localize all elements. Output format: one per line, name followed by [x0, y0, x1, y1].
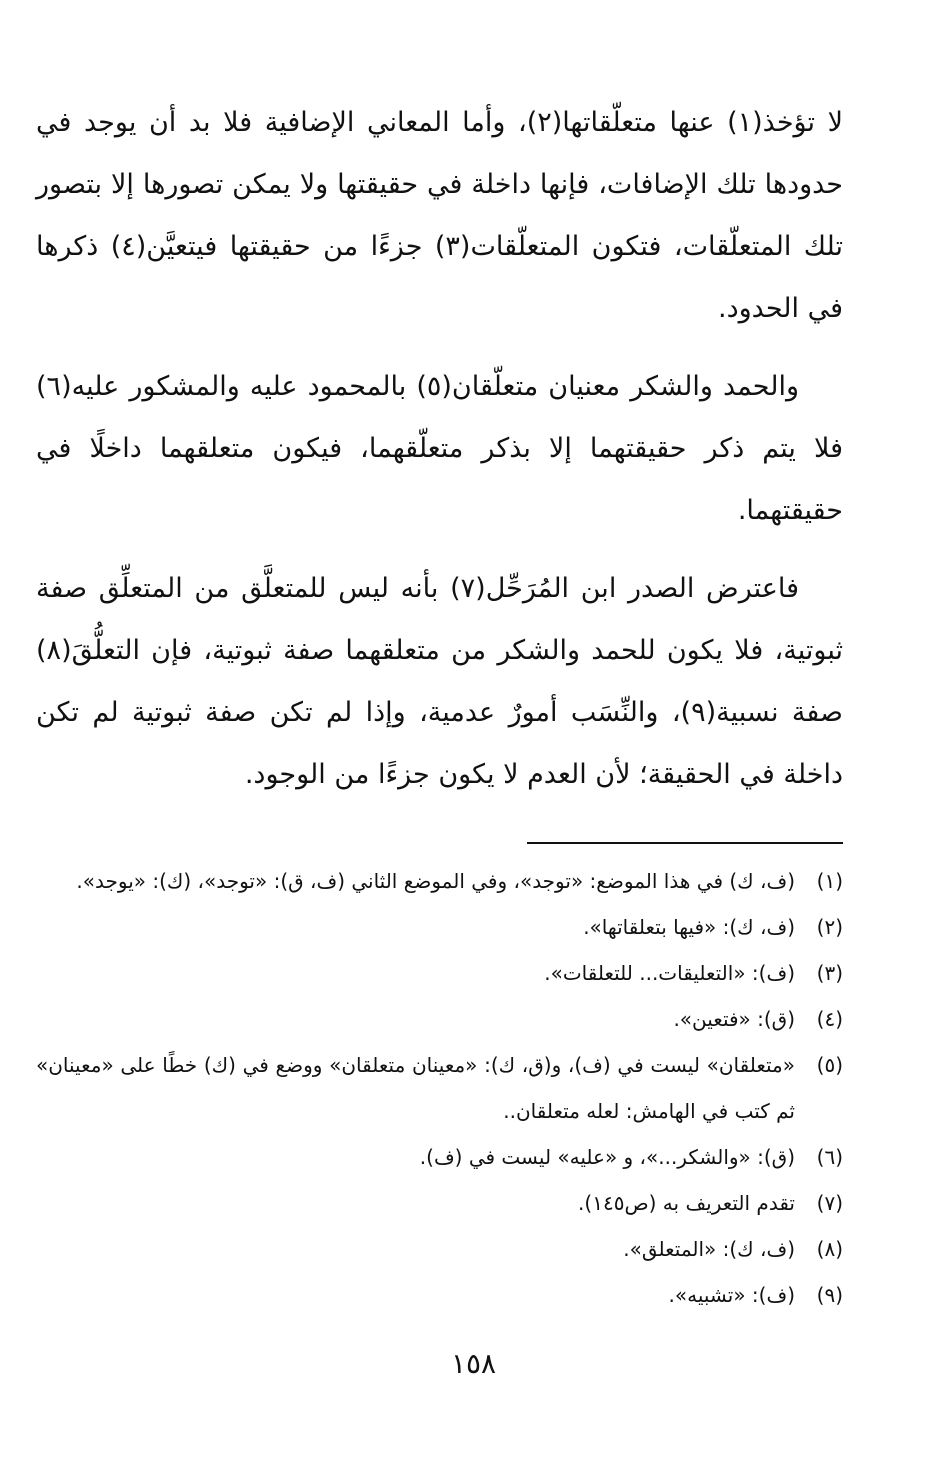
page-number: ١٥٨ [450, 1347, 497, 1380]
footnote-text: تقدم التعريف به (ص١٤٥). [578, 1191, 795, 1215]
footnote-9 [36, 1272, 843, 1318]
footnote-number: (٣) [816, 961, 843, 985]
footnote-text: (ف، ك): «فيها بتعلقاتها». [583, 915, 795, 939]
paragraph-2: والحمد والشكر معنيان متعلّقان(٥) بالمحمود عليه والمشكور عليه(٦) فلا يتم ذكر حقيقتهما إلا بذكر متعلّقهما، فيكون متعلقهما داخلًا في حقيقتهما. [36, 371, 843, 526]
footnote-2 [36, 904, 843, 950]
footnote-4 [36, 996, 843, 1042]
footnote-7 [36, 1180, 843, 1226]
footnote-number: (٢) [816, 915, 843, 939]
footnote-number: (٩) [816, 1283, 843, 1307]
footnote-number: (١) [816, 869, 843, 893]
footnote-text: (ف، ك): «المتعلق». [623, 1237, 795, 1261]
footnote-text: (ق): «فتعين». [673, 1007, 795, 1031]
footnote-text: (ق): «والشكر...»، و «عليه» ليست في (ف). [419, 1145, 795, 1169]
footnote-text: (ف): «تشبيه». [668, 1283, 795, 1307]
footnote-6 [36, 1134, 843, 1180]
footnote-number: (٤) [816, 1007, 843, 1031]
footnote-number: (٥) [816, 1053, 843, 1077]
page-content [36, 92, 843, 1429]
footnote-text: (ف): «التعليقات... للتعلقات». [544, 961, 795, 985]
footnote-text: «متعلقان» ليست في (ف)، و(ق، ك): «معينان متعلقان» ووضع في (ك) خطًا على «معينان» ثم كتب في الهامش: لعله متعلقان.. [36, 1053, 795, 1123]
footnote-divider [527, 842, 843, 844]
footnotes-list [36, 858, 843, 1318]
footnote-text: (ف، ك) في هذا الموضع: «توجد»، وفي الموضع الثاني (ف، ق): «توجد»، (ك): «يوجد». [76, 869, 795, 893]
paragraph-3: فاعترض الصدر ابن المُرَحِّل(٧) بأنه ليس للمتعلَّق من المتعلِّق صفة ثبوتية، فلا يكون للحمد والشكر من متعلقهما صفة ثبوتية، فإن التعلُّقَ(٨) صفة نسبية(٩)، والنِّسَب أمورٌ عدمية، وإذا لم تكن صفة ثبوتية لم تكن داخلة في الحقيقة؛ لأن العدم لا يكون جزءًا من الوجود. [36, 573, 843, 790]
paragraph-1: لا تؤخذ(١) عنها متعلّقاتها(٢)، وأما المعاني الإضافية فلا بد أن يوجد في حدودها تلك الإضافات، فإنها داخلة في حقيقتها ولا يمكن تصورها إلا بتصور تلك المتعلّقات، فتكون المتعلّقات(٣) جزءًا من حقيقتها فيتعيَّن(٤) ذكرها في الحدود. [36, 107, 843, 324]
footnote-5 [36, 1042, 843, 1134]
footnote-number: (٨) [816, 1237, 843, 1261]
footnote-1 [36, 858, 843, 904]
footnote-number: (٦) [816, 1145, 843, 1169]
body-text [36, 92, 843, 806]
footnote-3 [36, 950, 843, 996]
footnote-number: (٧) [816, 1191, 843, 1215]
footnote-8 [36, 1226, 843, 1272]
